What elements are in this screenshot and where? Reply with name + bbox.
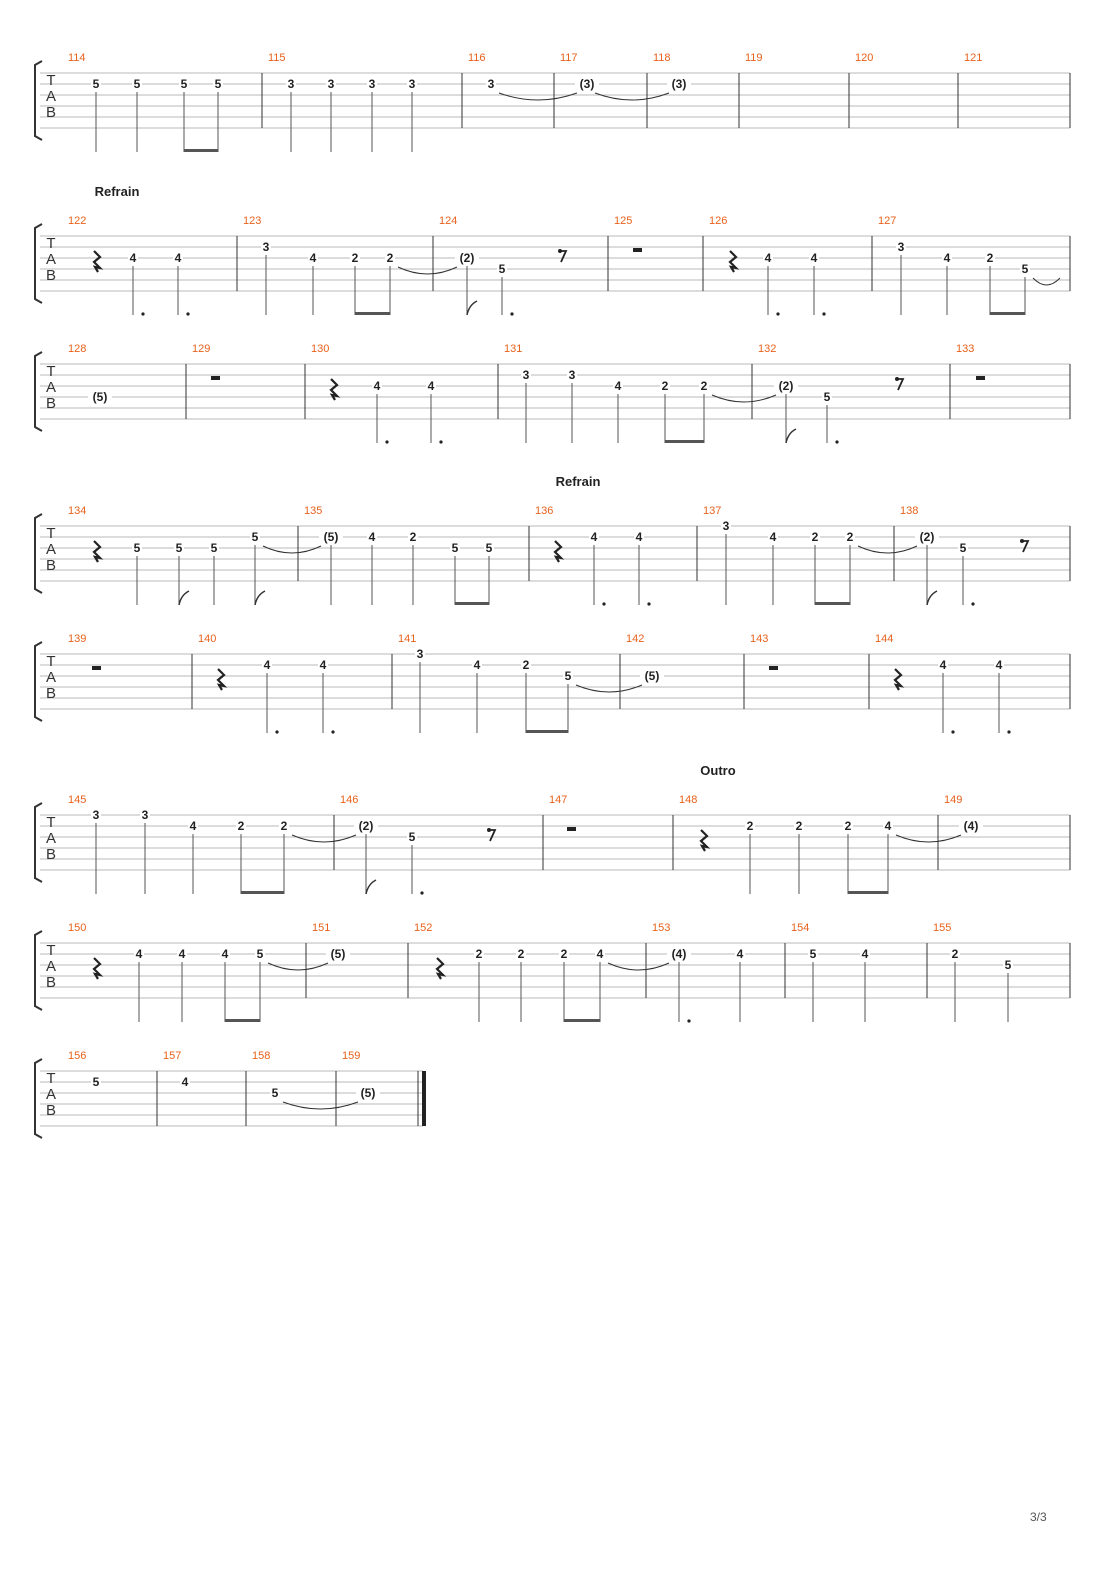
fret-number: 3 bbox=[327, 77, 335, 91]
fret-number: 4 bbox=[263, 658, 271, 672]
measure-number: 142 bbox=[626, 633, 645, 645]
fret-number: (5) bbox=[360, 1086, 376, 1100]
tie-arc bbox=[398, 267, 457, 274]
beam bbox=[990, 312, 1025, 315]
half-rest bbox=[567, 827, 576, 831]
tab-clef-letter: T bbox=[46, 1070, 56, 1087]
measure-number: 157 bbox=[163, 1050, 182, 1062]
duration-dot bbox=[602, 602, 605, 605]
measure-number: 153 bbox=[652, 922, 671, 934]
eighth-rest-dot bbox=[558, 249, 562, 253]
fret-number: 4 bbox=[596, 947, 604, 961]
fret-number: 5 bbox=[498, 262, 506, 276]
measure-number: 139 bbox=[68, 633, 87, 645]
fret-number: 5 bbox=[485, 541, 493, 555]
fret-number: (2) bbox=[778, 379, 794, 393]
duration-dot bbox=[141, 312, 144, 315]
fret-number: 3 bbox=[487, 77, 495, 91]
fret-number: 4 bbox=[614, 379, 622, 393]
fret-number: 5 bbox=[92, 1075, 100, 1089]
measure-number: 119 bbox=[745, 52, 763, 64]
fret-number: 2 bbox=[844, 819, 852, 833]
beam bbox=[815, 602, 850, 605]
tie-arc bbox=[283, 1102, 358, 1109]
fret-number: 3 bbox=[408, 77, 416, 91]
fret-number: 4 bbox=[590, 530, 598, 544]
fret-number: (3) bbox=[671, 77, 687, 91]
duration-dot bbox=[275, 730, 278, 733]
tie-arc bbox=[712, 395, 776, 402]
duration-dot bbox=[647, 602, 650, 605]
measure-number: 130 bbox=[311, 343, 330, 355]
tab-system bbox=[35, 763, 1070, 895]
measure-number: 116 bbox=[468, 52, 486, 64]
beam bbox=[241, 891, 284, 894]
eighth-flag bbox=[786, 429, 796, 443]
measure-number: 136 bbox=[535, 505, 554, 517]
quarter-rest bbox=[730, 251, 736, 272]
beam bbox=[848, 891, 888, 894]
fret-number: 4 bbox=[129, 251, 137, 265]
duration-dot bbox=[835, 440, 838, 443]
tab-clef-letter: A bbox=[45, 88, 57, 105]
tie-arc bbox=[595, 93, 669, 100]
measure-number: 127 bbox=[878, 215, 897, 227]
tie-arc bbox=[268, 963, 328, 970]
tab-clef-letter: B bbox=[45, 974, 57, 991]
eighth-rest-dot bbox=[487, 828, 491, 832]
fret-number: 3 bbox=[262, 240, 270, 254]
fret-number: 4 bbox=[189, 819, 197, 833]
beam bbox=[526, 730, 568, 733]
tab-clef-letter: T bbox=[46, 72, 56, 89]
fret-number: 5 bbox=[175, 541, 183, 555]
eighth-flag bbox=[467, 301, 477, 315]
fret-number: 4 bbox=[635, 530, 643, 544]
fret-number: 2 bbox=[386, 251, 394, 265]
measure-number: 154 bbox=[791, 922, 810, 934]
tie-arc bbox=[263, 546, 321, 553]
fret-number: 4 bbox=[221, 947, 229, 961]
fret-number: 4 bbox=[368, 530, 376, 544]
tie-arc bbox=[896, 835, 961, 842]
fret-number: (2) bbox=[358, 819, 374, 833]
quarter-rest bbox=[94, 541, 100, 562]
tie-arc bbox=[292, 835, 356, 842]
fret-number: 5 bbox=[92, 77, 100, 91]
tab-clef-letter: T bbox=[46, 942, 56, 959]
half-rest bbox=[633, 248, 642, 252]
fret-number: 3 bbox=[522, 368, 530, 382]
quarter-rest bbox=[555, 541, 561, 562]
measure-number: 150 bbox=[68, 922, 87, 934]
fret-number: 5 bbox=[251, 530, 259, 544]
half-rest bbox=[976, 376, 985, 380]
fret-number: 2 bbox=[475, 947, 483, 961]
measure-number: 128 bbox=[68, 343, 87, 355]
tab-clef-letter: T bbox=[46, 235, 56, 252]
eighth-rest-dot bbox=[1020, 539, 1024, 543]
duration-dot bbox=[331, 730, 334, 733]
page-number: 3/3 bbox=[1030, 1510, 1047, 1524]
fret-number: 2 bbox=[560, 947, 568, 961]
measure-number: 138 bbox=[900, 505, 919, 517]
measure-number: 146 bbox=[340, 794, 359, 806]
measure-number: 114 bbox=[68, 52, 86, 64]
fret-number: 4 bbox=[181, 1075, 189, 1089]
tab-clef-letter: B bbox=[45, 846, 57, 863]
fret-number: 3 bbox=[568, 368, 576, 382]
measure-number: 124 bbox=[439, 215, 458, 227]
eighth-rest-dot bbox=[895, 377, 899, 381]
eighth-flag bbox=[255, 591, 265, 605]
fret-number: 5 bbox=[959, 541, 967, 555]
fret-number: 3 bbox=[368, 77, 376, 91]
fret-number: 5 bbox=[451, 541, 459, 555]
fret-number: 4 bbox=[174, 251, 182, 265]
tie-arc bbox=[608, 963, 669, 970]
fret-number: 4 bbox=[764, 251, 772, 265]
fret-number: 2 bbox=[811, 530, 819, 544]
section-label: Outro bbox=[700, 763, 736, 778]
fret-number: 2 bbox=[795, 819, 803, 833]
fret-number: 2 bbox=[661, 379, 669, 393]
tie-arc bbox=[858, 546, 917, 553]
measure-number: 137 bbox=[703, 505, 722, 517]
half-rest bbox=[769, 666, 778, 670]
tie-arc bbox=[576, 685, 642, 692]
quarter-rest bbox=[94, 251, 100, 272]
duration-dot bbox=[1007, 730, 1010, 733]
fret-number: 3 bbox=[287, 77, 295, 91]
fret-number: 4 bbox=[995, 658, 1003, 672]
section-label: Refrain bbox=[94, 184, 140, 199]
measure-number: 141 bbox=[398, 633, 417, 645]
duration-dot bbox=[822, 312, 825, 315]
final-barline bbox=[422, 1071, 426, 1126]
tab-system bbox=[35, 922, 1070, 1023]
measure-number: 155 bbox=[933, 922, 952, 934]
fret-number: 2 bbox=[409, 530, 417, 544]
beam bbox=[564, 1019, 600, 1022]
measure-number: 115 bbox=[268, 52, 286, 64]
fret-number: (5) bbox=[323, 530, 339, 544]
measure-number: 135 bbox=[304, 505, 323, 517]
fret-number: 4 bbox=[473, 658, 481, 672]
beam bbox=[225, 1019, 260, 1022]
fret-number: 2 bbox=[522, 658, 530, 672]
measure-number: 131 bbox=[504, 343, 523, 355]
beam bbox=[355, 312, 390, 315]
fret-number: 4 bbox=[810, 251, 818, 265]
tab-system bbox=[35, 343, 1070, 444]
fret-number: 4 bbox=[373, 379, 381, 393]
tie-arc bbox=[1033, 278, 1060, 285]
half-rest bbox=[211, 376, 220, 380]
tab-clef-letter: A bbox=[45, 251, 57, 268]
fret-number: 5 bbox=[256, 947, 264, 961]
duration-dot bbox=[776, 312, 779, 315]
fret-number: (3) bbox=[579, 77, 595, 91]
tie-arc bbox=[499, 93, 577, 100]
tab-clef-letter: T bbox=[46, 814, 56, 831]
fret-number: 2 bbox=[517, 947, 525, 961]
tab-clef-letter: A bbox=[45, 958, 57, 975]
tab-clef-letter: T bbox=[46, 525, 56, 542]
tab-clef-letter: A bbox=[45, 541, 57, 558]
measure-number: 126 bbox=[709, 215, 728, 227]
measure-number: 140 bbox=[198, 633, 217, 645]
fret-number: 5 bbox=[564, 669, 572, 683]
section-label: Refrain bbox=[555, 474, 601, 489]
fret-number: 5 bbox=[133, 541, 141, 555]
fret-number: 2 bbox=[951, 947, 959, 961]
fret-number: 4 bbox=[943, 251, 951, 265]
fret-number: (4) bbox=[963, 819, 979, 833]
tab-clef-letter: B bbox=[45, 557, 57, 574]
tab-system bbox=[35, 1050, 426, 1138]
half-rest bbox=[92, 666, 101, 670]
measure-number: 121 bbox=[964, 52, 983, 64]
measure-number: 132 bbox=[758, 343, 777, 355]
fret-number: 4 bbox=[736, 947, 744, 961]
duration-dot bbox=[439, 440, 442, 443]
beam bbox=[184, 149, 218, 152]
tab-system bbox=[35, 52, 1070, 152]
tab-clef-letter: T bbox=[46, 653, 56, 670]
tab-clef-letter: B bbox=[45, 685, 57, 702]
fret-number: 2 bbox=[986, 251, 994, 265]
measure-number: 159 bbox=[342, 1050, 361, 1062]
tab-clef-letter: T bbox=[46, 363, 56, 380]
tab-system bbox=[35, 633, 1070, 734]
measure-number: 118 bbox=[653, 52, 671, 64]
quarter-rest bbox=[895, 669, 901, 690]
duration-dot bbox=[687, 1019, 690, 1022]
tab-clef-letter: B bbox=[45, 1102, 57, 1119]
fret-number: (2) bbox=[919, 530, 935, 544]
tab-clef-letter: B bbox=[45, 267, 57, 284]
quarter-rest bbox=[437, 958, 443, 979]
fret-number: 5 bbox=[210, 541, 218, 555]
tab-clef-letter: A bbox=[45, 1086, 57, 1103]
fret-number: 5 bbox=[133, 77, 141, 91]
fret-number: 2 bbox=[237, 819, 245, 833]
fret-number: (5) bbox=[92, 390, 108, 404]
fret-number: 5 bbox=[214, 77, 222, 91]
fret-number: 4 bbox=[427, 379, 435, 393]
measure-number: 145 bbox=[68, 794, 87, 806]
tab-clef-letter: A bbox=[45, 669, 57, 686]
eighth-flag bbox=[927, 591, 937, 605]
tab-clef-letter: A bbox=[45, 379, 57, 396]
tab-clef-letter: A bbox=[45, 830, 57, 847]
fret-number: 3 bbox=[141, 808, 149, 822]
quarter-rest bbox=[331, 379, 337, 400]
fret-number: 5 bbox=[180, 77, 188, 91]
measure-number: 147 bbox=[549, 794, 568, 806]
fret-number: 5 bbox=[271, 1086, 279, 1100]
fret-number: 4 bbox=[135, 947, 143, 961]
measure-number: 151 bbox=[312, 922, 331, 934]
tab-system bbox=[35, 184, 1070, 316]
tab-system bbox=[35, 474, 1070, 606]
tab-clef-letter: B bbox=[45, 395, 57, 412]
measure-number: 133 bbox=[956, 343, 975, 355]
fret-number: (5) bbox=[644, 669, 660, 683]
fret-number: 4 bbox=[178, 947, 186, 961]
fret-number: 5 bbox=[809, 947, 817, 961]
beam bbox=[665, 440, 704, 443]
fret-number: 5 bbox=[823, 390, 831, 404]
fret-number: 4 bbox=[769, 530, 777, 544]
beam bbox=[455, 602, 489, 605]
eighth-flag bbox=[179, 591, 189, 605]
measure-number: 148 bbox=[679, 794, 698, 806]
quarter-rest bbox=[94, 958, 100, 979]
measure-number: 158 bbox=[252, 1050, 271, 1062]
measure-number: 156 bbox=[68, 1050, 87, 1062]
duration-dot bbox=[420, 891, 423, 894]
fret-number: 5 bbox=[408, 830, 416, 844]
fret-number: 4 bbox=[309, 251, 317, 265]
fret-number: 3 bbox=[897, 240, 905, 254]
measure-number: 134 bbox=[68, 505, 87, 517]
fret-number: 2 bbox=[351, 251, 359, 265]
measure-number: 129 bbox=[192, 343, 211, 355]
duration-dot bbox=[971, 602, 974, 605]
fret-number: 3 bbox=[92, 808, 100, 822]
duration-dot bbox=[510, 312, 513, 315]
fret-number: 4 bbox=[319, 658, 327, 672]
measure-number: 122 bbox=[68, 215, 87, 227]
measure-number: 149 bbox=[944, 794, 963, 806]
fret-number: 4 bbox=[861, 947, 869, 961]
duration-dot bbox=[951, 730, 954, 733]
duration-dot bbox=[186, 312, 189, 315]
duration-dot bbox=[385, 440, 388, 443]
fret-number: (5) bbox=[330, 947, 346, 961]
measure-number: 143 bbox=[750, 633, 769, 645]
tab-clef-letter: B bbox=[45, 104, 57, 121]
quarter-rest bbox=[218, 669, 224, 690]
measure-number: 125 bbox=[614, 215, 633, 227]
measure-number: 152 bbox=[414, 922, 433, 934]
fret-number: (4) bbox=[671, 947, 687, 961]
fret-number: 5 bbox=[1021, 262, 1029, 276]
measure-number: 117 bbox=[560, 52, 578, 64]
measure-number: 120 bbox=[855, 52, 874, 64]
fret-number: 3 bbox=[722, 519, 730, 533]
fret-number: 5 bbox=[1004, 958, 1012, 972]
fret-number: 2 bbox=[746, 819, 754, 833]
fret-number: (2) bbox=[459, 251, 475, 265]
measure-number: 123 bbox=[243, 215, 262, 227]
fret-number: 3 bbox=[416, 647, 424, 661]
eighth-flag bbox=[366, 880, 376, 894]
fret-number: 4 bbox=[939, 658, 947, 672]
fret-number: 4 bbox=[884, 819, 892, 833]
measure-number: 144 bbox=[875, 633, 894, 645]
fret-number: 2 bbox=[846, 530, 854, 544]
fret-number: 2 bbox=[700, 379, 708, 393]
quarter-rest bbox=[701, 830, 707, 851]
fret-number: 2 bbox=[280, 819, 288, 833]
